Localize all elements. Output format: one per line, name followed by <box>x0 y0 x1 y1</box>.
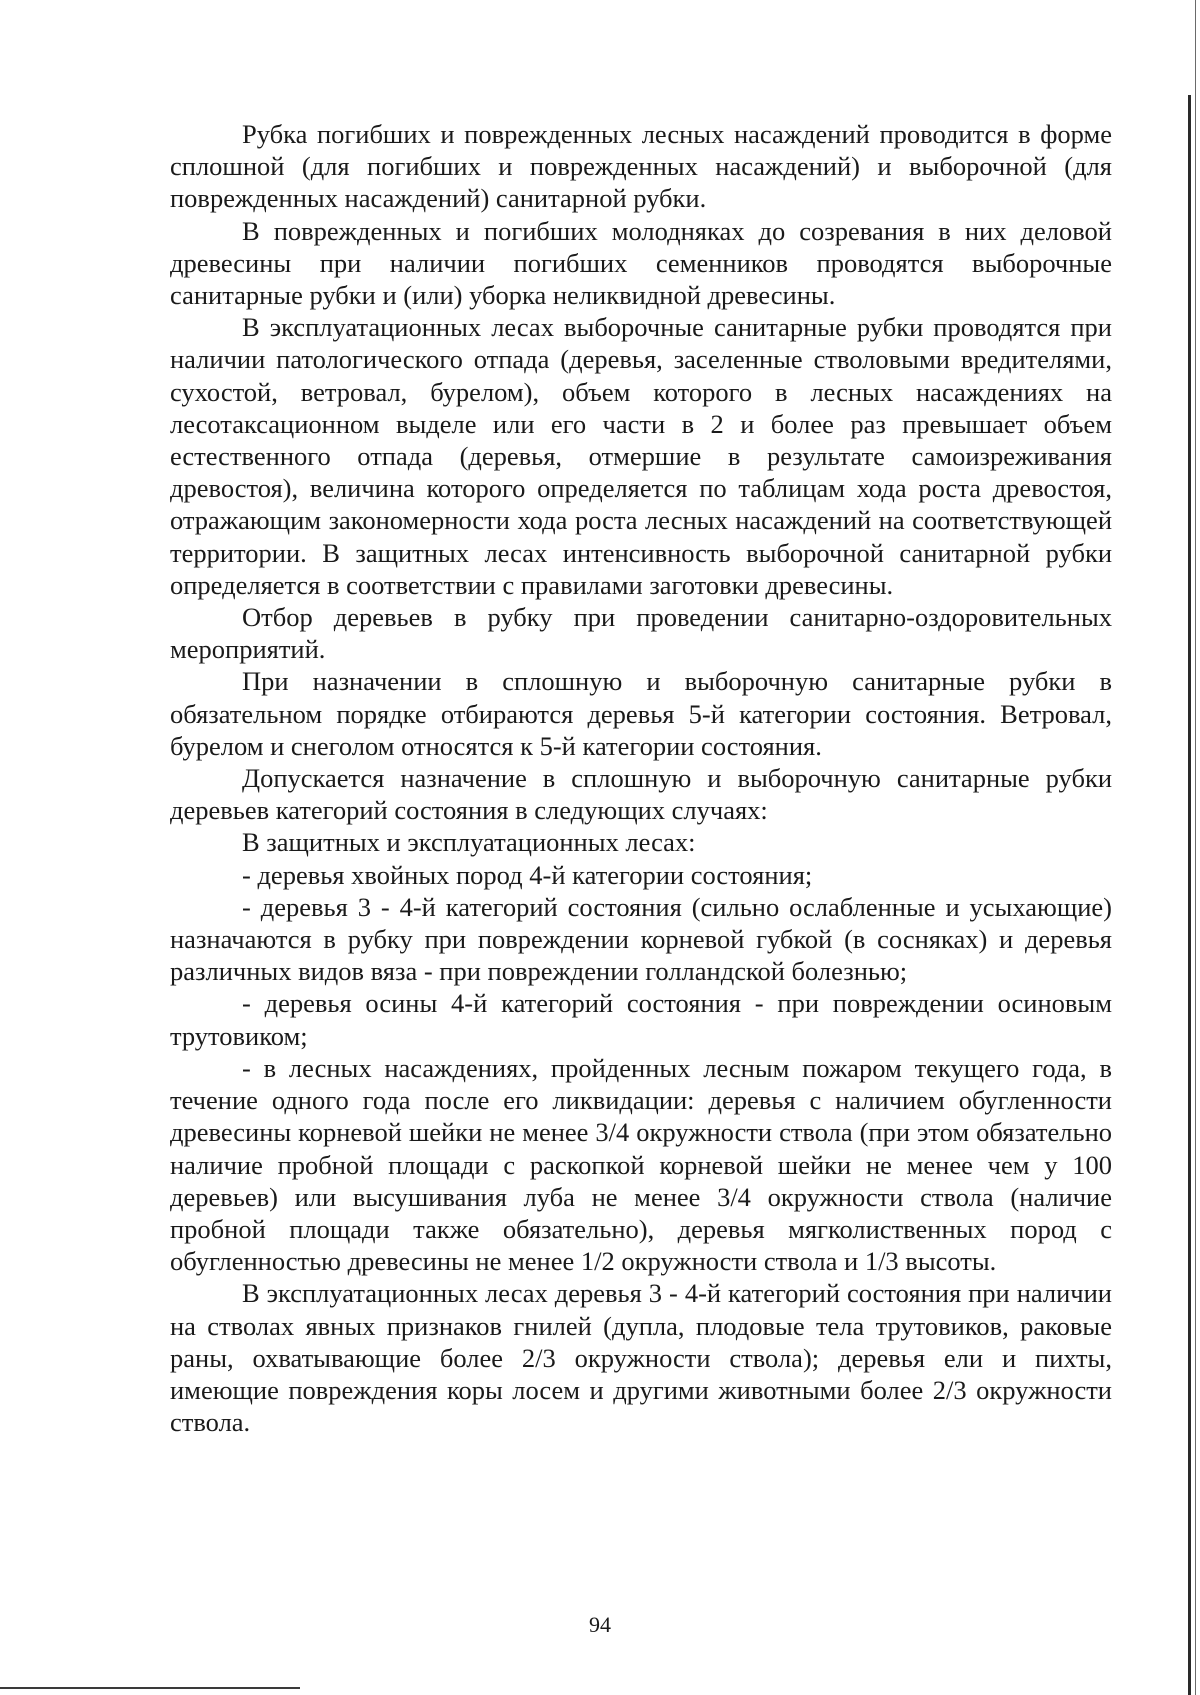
paragraph-category-5: При назначении в сплошную и выборочную санитарные рубки в обязательном порядке отбираются деревья 5-й категории состояния. Ветровал, бурелом и снеголом относятся к 5-й категории состояния. <box>170 666 1112 761</box>
paragraph-tree-selection: Отбор деревьев в рубку при проведении санитарно-оздоровительных мероприятий. <box>170 602 1112 665</box>
list-item-fire-damage: - в лесных насаждениях, пройденных лесным пожаром текущего года, в течение одного года после его ликвидации: деревья с наличием обугленности древесины корневой шейки не менее 3/4 окружности ствола (при этом обязательно наличие пробной площади с раскопкой корневой шейки не менее чем у 100 деревьев) или высушивания луба не менее 3/4 окружности ствола (наличие пробной площади также обязательно), деревья мягколиственных пород с обугленностью древесины не менее 1/2 окружности ствола и 1/3 высоты. <box>170 1052 1112 1277</box>
list-item-root-fungus: - деревья 3 - 4-й категорий состояния (сильно ослабленные и усыхающие) назначаются в рубку при повреждении корневой губкой (в сосняках) и деревья различных видов вяза - при повреждении голландской болезнью; <box>170 891 1112 987</box>
scan-edge-shadow <box>1188 95 1191 1695</box>
list-item-conifers: - деревья хвойных пород 4-й категории состояния; <box>242 859 813 890</box>
paragraph-protective-forests: В защитных и эксплуатационных лесах: <box>242 827 696 858</box>
paragraph-rot-signs: В эксплуатационных лесах деревья 3 - 4-й категорий состояния при наличии на стволах явных признаков гнилей (дупла, плодовые тела трутовиков, раковые раны, охватывающие более 2/3 окружности ствола); деревья ели и пихты, имеющие повреждения коры лосем и другими животными более 2/3 окружности ствола. <box>170 1278 1112 1438</box>
body-text <box>170 118 1112 1438</box>
paragraph-allowed-cases: Допускается назначение в сплошную и выборочную санитарные рубки деревьев категорий состояния в следующих случаях: <box>170 763 1112 826</box>
scan-edge-line <box>1195 0 1196 1695</box>
list-item-aspen: - деревья осины 4-й категорий состояния - при повреждении осиновым трутовиком; <box>170 988 1112 1051</box>
page-number: 94 <box>589 1612 611 1637</box>
paragraph-sanitary-felling-forms: Рубка погибших и поврежденных лесных насаждений проводится в форме сплошной (для погибших и поврежденных насаждений) и выборочной (для поврежденных насаждений) санитарной рубки. <box>170 119 1112 214</box>
scan-bottom-edge <box>0 1687 300 1689</box>
paragraph-exploitation-forests: В эксплуатационных лесах выборочные санитарные рубки проводятся при наличии патологического отпада (деревья, заселенные стволовыми вредителями, сухостой, ветровал, бурелом), объем которого в лесных насаждениях на лесотаксационном выделе или его части в 2 и более раз превышает объем естественного отпада (деревья, отмершие в результате самоизреживания древостоя), величина которого определяется по таблицам хода роста древостоя, отражающим закономерности хода роста лесных насаждений на соответствующей территории. В защитных лесах интенсивность выборочной санитарной рубки определяется в соответствии с правилами заготовки древесины. <box>170 312 1112 600</box>
paragraph-young-stands: В поврежденных и погибших молодняках до созревания в них деловой древесины при наличии погибших семенников проводятся выборочные санитарные рубки и (или) уборка неликвидной древесины. <box>170 215 1112 311</box>
